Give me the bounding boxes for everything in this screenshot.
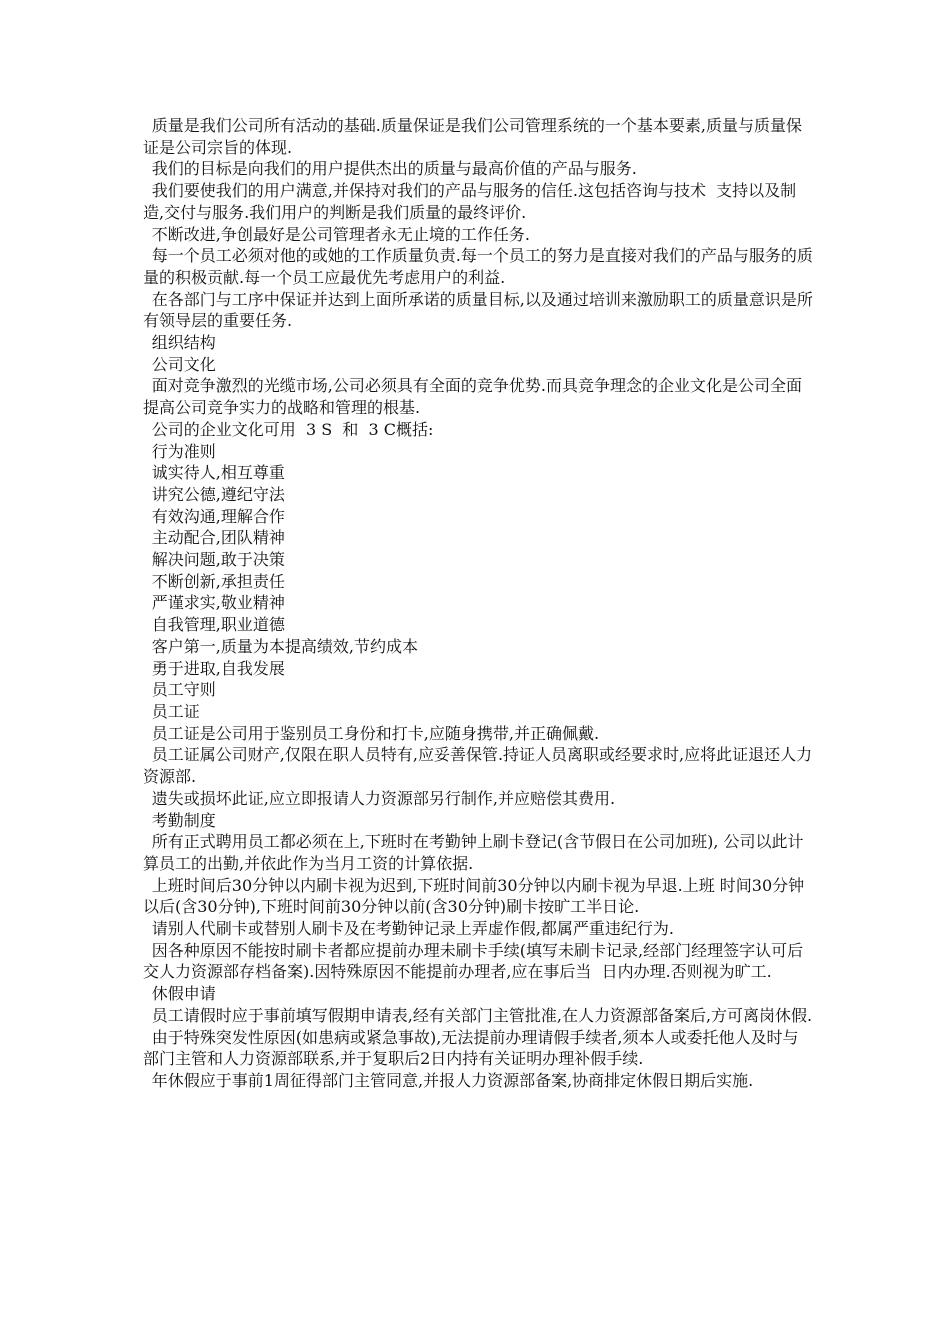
paragraph: 由于特殊突发性原因(如患病或紧急事故),无法提前办理请假手续者,须本人或委托他人及时与部门主管和人力资源部联系,并于复职后2日内持有关证明办理补假手续.: [143, 1027, 799, 1069]
section-heading: 员工证: [151, 701, 200, 721]
paragraph: 因各种原因不能按时刷卡者都应提前办理未刷卡手续(填写未刷卡记录,经部门经理签字认可后交人力资源部存档备案).因特殊原因不能提前办理者,应在事后当 日内办理.否则视为旷工.: [143, 940, 804, 982]
section-heading: 组织结构: [151, 333, 216, 353]
list-item: 勇于进取,自我发展: [151, 658, 285, 678]
list-item: 自我管理,职业道德: [151, 615, 285, 635]
paragraph: 员工证属公司财产,仅限在职人员特有,应妥善保管.持证人员离职或经要求时,应将此证退还人力资源部.: [143, 745, 813, 787]
list-item: 严谨求实,敬业精神: [151, 593, 285, 613]
paragraph: 请别人代刷卡或替别人刷卡及在考勤钟记录上弄虚作假,都属严重违纪行为.: [151, 919, 674, 939]
paragraph: 我们的目标是向我们的用户提供杰出的质量与最高价值的产品与服务.: [151, 159, 637, 179]
section-heading: 员工守则: [151, 680, 216, 700]
paragraph: 年休假应于事前1周征得部门主管同意,并报人力资源部备案,协商排定休假日期后实施.: [151, 1070, 754, 1090]
paragraph: 质量是我们公司所有活动的基础.质量保证是我们公司管理系统的一个基本要素,质量与质量保证是公司宗旨的体现.: [143, 116, 802, 157]
paragraph: 员工请假时应于事前填写假期申请表,经有关部门主管批准,在人力资源部备案后,方可离岗休假.: [151, 1005, 813, 1025]
paragraph: 我们要使我们的用户满意,并保持对我们的产品与服务的信任.这包括咨询与技术 支持以及制造,交付与服务.我们用户的判断是我们质量的最终评价.: [143, 181, 797, 222]
list-item: 客户第一,质量为本提高绩效,节约成本: [151, 636, 418, 656]
section-heading: 休假申请: [151, 984, 216, 1004]
paragraph: 上班时间后30分钟以内刷卡视为迟到,下班时间前30分钟以内刷卡视为早退.上班 时间30分钟以后(含30分钟),下班时间前30分钟以前(含30分钟)刷卡按旷工半日论.: [143, 875, 805, 917]
paragraph: 公司的企业文化可用 3 S 和 3 C概括:: [151, 419, 434, 439]
section-heading: 公司文化: [151, 354, 216, 374]
list-item: 不断创新,承担责任: [151, 571, 285, 591]
paragraph: 所有正式聘用员工都必须在上,下班时在考勤钟上刷卡登记(含节假日在公司加班), 公司以此计算员工的出勤,并依此作为当月工资的计算依据.: [143, 832, 804, 873]
section-heading: 考勤制度: [151, 810, 216, 830]
paragraph: 员工证是公司用于鉴别员工身份和打卡,应随身携带,并正确佩戴.: [151, 723, 600, 743]
list-item: 解决问题,敢于决策: [151, 550, 285, 570]
paragraph: 不断改进,争创最好是公司管理者永无止境的工作任务.: [151, 224, 530, 244]
paragraph: 在各部门与工序中保证并达到上面所承诺的质量目标,以及通过培训来激励职工的质量意识是所有领导层的重要任务.: [143, 289, 813, 331]
list-item: 诚实待人,相互尊重: [151, 463, 285, 483]
document-body: [143, 115, 813, 1092]
paragraph: 面对竞争激烈的光缆市场,公司必须具有全面的竞争优势.而具竞争理念的企业文化是公司全面提高公司竞争实力的战略和管理的根基.: [143, 376, 802, 418]
list-item: 有效沟通,理解合作: [151, 506, 285, 526]
list-item: 主动配合,团队精神: [151, 528, 285, 548]
paragraph: 每一个员工必须对他的或她的工作质量负责.每一个员工的努力是直接对我们的产品与服务的质量的积极贡献.每一个员工应最优先考虑用户的利益.: [143, 246, 813, 287]
list-item: 讲究公德,遵纪守法: [151, 484, 285, 504]
paragraph: 遗失或损坏此证,应立即报请人力资源部另行制作,并应赔偿其费用.: [151, 788, 616, 808]
section-heading: 行为准则: [151, 441, 216, 461]
